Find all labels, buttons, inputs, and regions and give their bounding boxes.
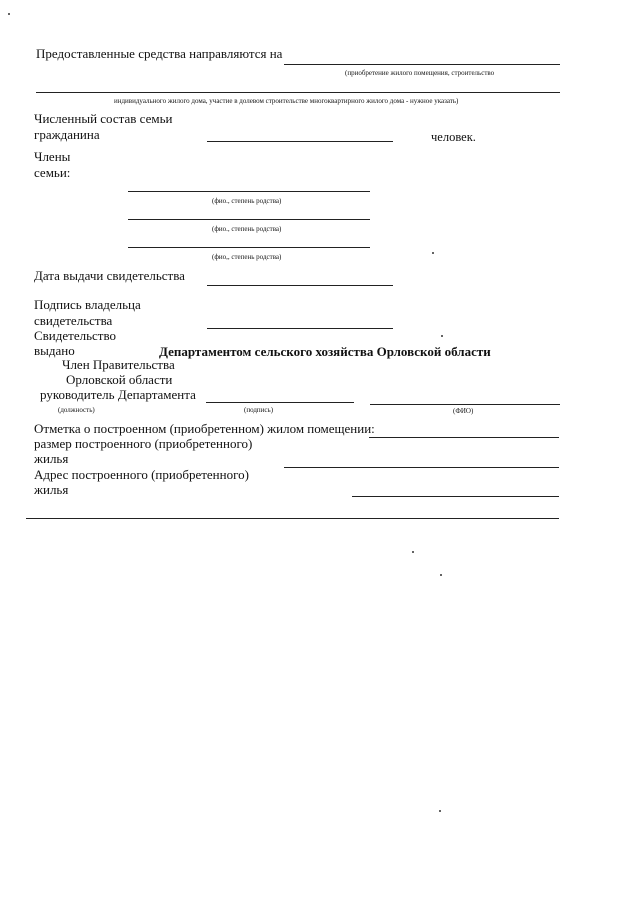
owner-signature-label-2: свидетельства	[34, 313, 113, 328]
certificate-label-1: Свидетельство	[34, 328, 117, 343]
housing-size-label-2: жилья	[34, 451, 69, 466]
family-size-field[interactable]	[207, 141, 393, 142]
member-field-1[interactable]	[128, 191, 370, 192]
family-size-label-1: Численный состав семьи	[34, 111, 173, 126]
official-signature-field[interactable]	[206, 402, 354, 403]
owner-signature-label-1: Подпись владельца	[34, 297, 141, 312]
member-field-3[interactable]	[128, 247, 370, 248]
member-field-2[interactable]	[128, 219, 370, 220]
purpose-note-2: индивидуального жилого дома, участие в долевом строительстве многоквартирного жилого дома - нужное указать)	[114, 97, 459, 105]
member-note-2: (фио., степень родства)	[212, 225, 282, 233]
scan-speck	[412, 551, 414, 553]
issue-date-field[interactable]	[207, 285, 393, 286]
funds-directed-label: Предоставленные средства направляются на	[36, 46, 283, 61]
scan-speck	[8, 13, 10, 15]
purpose-field-line-1[interactable]	[284, 64, 560, 65]
official-line-2: Орловской области	[66, 372, 173, 387]
signature-note: (подпись)	[244, 406, 274, 414]
certificate-label-2: выдано	[34, 343, 75, 358]
housing-size-label-1: размер построенного (приобретенного)	[34, 436, 253, 451]
housing-address-label-1: Адрес построенного (приобретенного)	[34, 467, 249, 482]
housing-size-field[interactable]	[284, 467, 559, 468]
scan-speck	[439, 810, 441, 812]
bottom-rule	[26, 518, 559, 519]
official-line-3: руководитель Департамента	[40, 387, 196, 402]
position-note: (должность)	[58, 406, 95, 414]
owner-signature-field[interactable]	[207, 328, 393, 329]
member-note-1: (фио., степень родства)	[212, 197, 282, 205]
housing-address-label-2: жилья	[34, 482, 69, 497]
persons-unit: человек.	[431, 130, 476, 144]
members-label-2: семьи:	[34, 165, 71, 180]
housing-address-field[interactable]	[352, 496, 559, 497]
purpose-field-line-2[interactable]	[36, 92, 560, 93]
member-note-3: (фио,, степень родства)	[212, 253, 282, 261]
housing-mark-field[interactable]	[369, 437, 559, 438]
scan-speck	[432, 252, 434, 254]
scan-speck	[441, 335, 443, 337]
official-fio-field[interactable]	[370, 404, 560, 405]
purpose-note-1: (приобретение жилого помещения, строительство	[345, 69, 495, 77]
official-line-1: Член Правительства	[62, 357, 175, 372]
scan-speck	[440, 574, 442, 576]
fio-note: (ФИО)	[453, 407, 474, 415]
issuer-name: Департаментом сельского хозяйства Орловской области	[159, 344, 491, 359]
housing-mark-label: Отметка о построенном (приобретенном) жилом помещении:	[34, 421, 375, 436]
family-size-label-2: гражданина	[34, 127, 100, 142]
members-label-1: Члены	[34, 149, 71, 164]
issue-date-label: Дата выдачи свидетельства	[34, 268, 185, 283]
